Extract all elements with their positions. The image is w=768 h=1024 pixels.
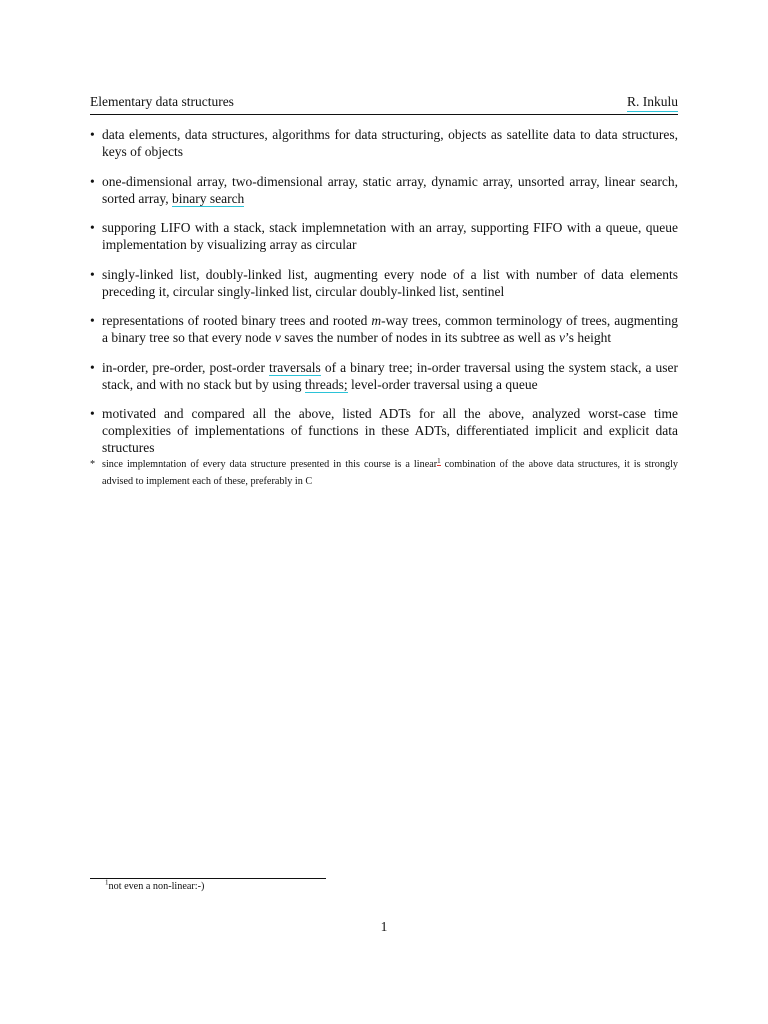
traversals-link[interactable]: traversals [269, 359, 321, 375]
math-v: v [559, 330, 565, 345]
note-asterisk: * [90, 459, 96, 470]
item-text: of a binary tree; in-order traversal using the system stack, a user stack, and with no stack but by using [102, 359, 678, 392]
item-text: singly-linked list, doubly-linked list, augmenting every node of a list with number of data elements preceding it, circular singly-linked list, circular doubly-linked list, sentinel [102, 266, 678, 299]
list-item [90, 126, 678, 160]
note-text: combination of the above data structures, it is strongly advised to implement each of these, preferably in C [102, 459, 679, 487]
item-text: data elements, data structures, algorithms for data structuring, objects as satellite data to data structures, keys of objects [102, 127, 678, 159]
bullet: • [90, 313, 95, 328]
item-text: in-order, pre-order, post-order [102, 359, 270, 375]
binary-search-link[interactable]: binary search [171, 190, 245, 206]
bullet: • [90, 266, 95, 282]
list-item [90, 312, 678, 346]
item-text: motivated and compared all the above, listed ADTs for all the above, analyzed worst-case time complexities of implementations of functions in these ADTs, differentiated implicit and explicit data structures [102, 406, 678, 455]
note-text: since implemntation of every data structure presented in this course is a linear [102, 459, 438, 470]
math-m: m [371, 313, 382, 328]
item-text: -way trees, common terminology of trees, augmenting a binary tree so that every node [102, 313, 679, 345]
footnote-ref-link[interactable]: 1 [437, 456, 441, 465]
topic-list [90, 126, 678, 469]
header-title: Elementary data structures [90, 94, 234, 109]
footnote-text: not even a non-linear:-) [108, 881, 205, 892]
item-text: one-dimensional array, two-dimensional array, static array, dynamic array, unsorted array, linear search, sorted array, [102, 173, 678, 206]
bullet: • [90, 359, 95, 375]
list-item [90, 173, 678, 207]
footnote-mark: 1 [105, 878, 109, 887]
footnote [105, 880, 204, 894]
item-text: ’s height [565, 330, 612, 345]
advice-note [90, 456, 678, 490]
bullet: • [90, 220, 95, 235]
note-body [90, 456, 678, 490]
page-number: 1 [380, 919, 388, 934]
item-text: level-order traversal using a queue [347, 376, 538, 392]
bullet: • [90, 173, 95, 189]
list-item [90, 266, 678, 300]
list-item [90, 359, 678, 393]
bullet: • [90, 406, 95, 421]
item-text: supporing LIFO with a stack, stack implemnetation with an array, supporting FIFO with a queue, queue implementation by visualizing array as circular [102, 220, 678, 252]
list-item [90, 405, 678, 456]
item-text: saves the number of nodes in its subtree as well as [280, 330, 559, 345]
list-item [90, 219, 678, 253]
header-rule [90, 114, 678, 115]
header-author-link[interactable]: R. Inkulu [627, 93, 678, 112]
bullet: • [90, 127, 95, 142]
math-v: v [274, 330, 281, 345]
threads-link[interactable]: threads; [304, 376, 348, 392]
item-text: representations of rooted binary trees and rooted [102, 313, 372, 328]
footnote-rule [90, 878, 326, 879]
